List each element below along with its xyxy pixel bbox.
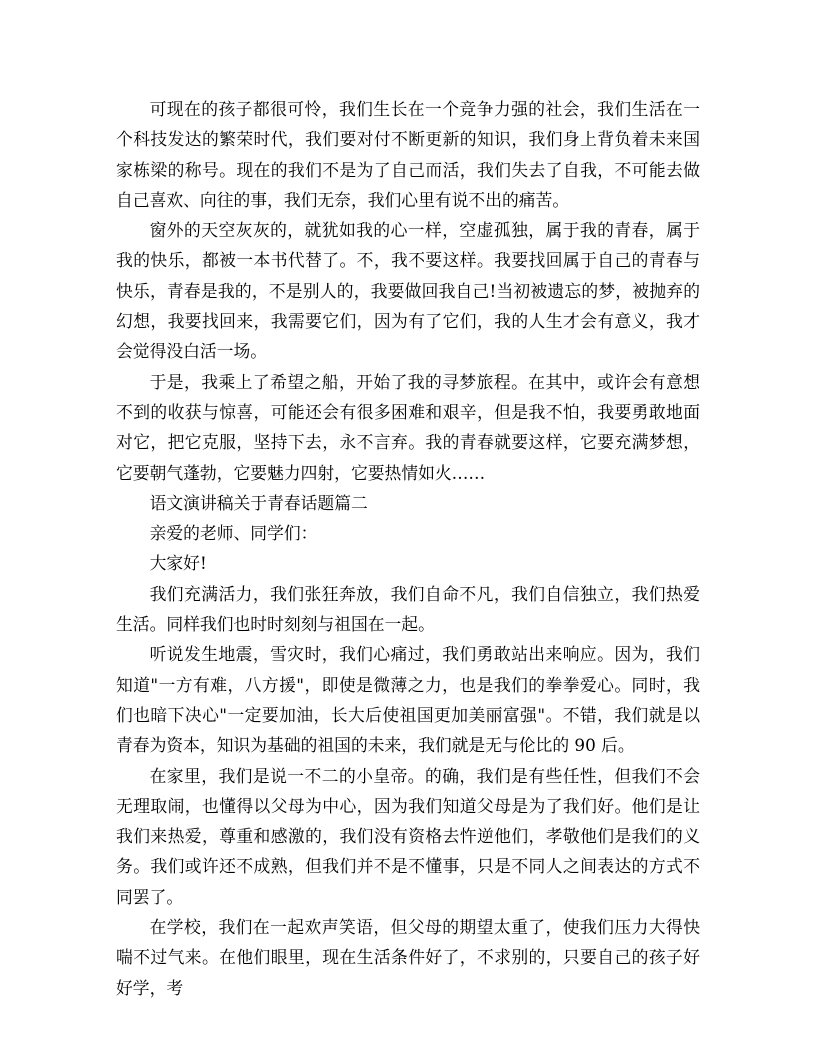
greeting: 大家好!: [149, 553, 207, 574]
paragraph-2: 窗外的天空灰灰的，就犹如我的心一样，空虚孤独，属于我的青春，属于我的快乐，都被一本书代替了。不，我不要这样。我要找回属于自己的青春与快乐，青春是我的，不是别人的，我要做回我自己!当初被遗忘的梦，被抛弃的幻想，我要找回来，我需要它们，因为有了它们，我的人生才会有意义，我才会觉得没白活一场。: [116, 220, 700, 362]
salutation: 亲爱的老师、同学们：: [149, 523, 318, 544]
paragraph-5: 听说发生地震，雪灾时，我们心痛过，我们勇敢站出来响应。因为，我们知道"一方有难，八方援"，即使是微薄之力，也是我们的拳拳爱心。同时，我们也暗下决心"一定要加油，长大后使祖国更加美丽富强"。不错，我们就是以青春为资本，知识为基础的祖国的未来，我们就是无与伦比的 90 后。: [116, 644, 700, 756]
paragraph-1: 可现在的孩子都很可怜，我们生长在一个竞争力强的社会，我们生活在一个科技发达的繁荣时代，我们要对付不断更新的知识，我们身上背负着未来国家栋梁的称号。现在的我们不是为了自己而活，我们失去了自我，不可能去做自己喜欢、向往的事，我们无奈，我们心里有说不出的痛苦。: [116, 99, 700, 210]
section-title: 语文演讲稿关于青春话题篇二: [149, 492, 368, 513]
paragraph-6: 在家里，我们是说一不二的小皇帝。的确，我们是有些任性，但我们不会无理取闹，也懂得以父母为中心，因为我们知道父母是为了我们好。他们是让我们来热爱，尊重和感激的，我们没有资格去忤逆他们，孝敬他们是我们的义务。我们或许还不成熟，但我们并不是不懂事，只是不同人之间表达的方式不同罢了。: [116, 765, 700, 907]
paragraph-7: 在学校，我们在一起欢声笑语，但父母的期望太重了，使我们压力大得快喘不过气来。在他们眼里，现在生活条件好了，不求别的，只要自己的孩子好好学，考: [116, 917, 700, 998]
document-body: [116, 94, 700, 1003]
paragraph-3: 于是，我乘上了希望之船，开始了我的寻梦旅程。在其中，或许会有意想不到的收获与惊喜，可能还会有很多困难和艰辛，但是我不怕，我要勇敢地面对它，把它克服，坚持下去，永不言弃。我的青春就要这样，它要充满梦想，它要朝气蓬勃，它要魅力四射，它要热情如火……: [116, 371, 700, 483]
paragraph-4: 我们充满活力，我们张狂奔放，我们自命不凡，我们自信独立，我们热爱生活。同样我们也时时刻刻与祖国在一起。: [116, 583, 700, 635]
